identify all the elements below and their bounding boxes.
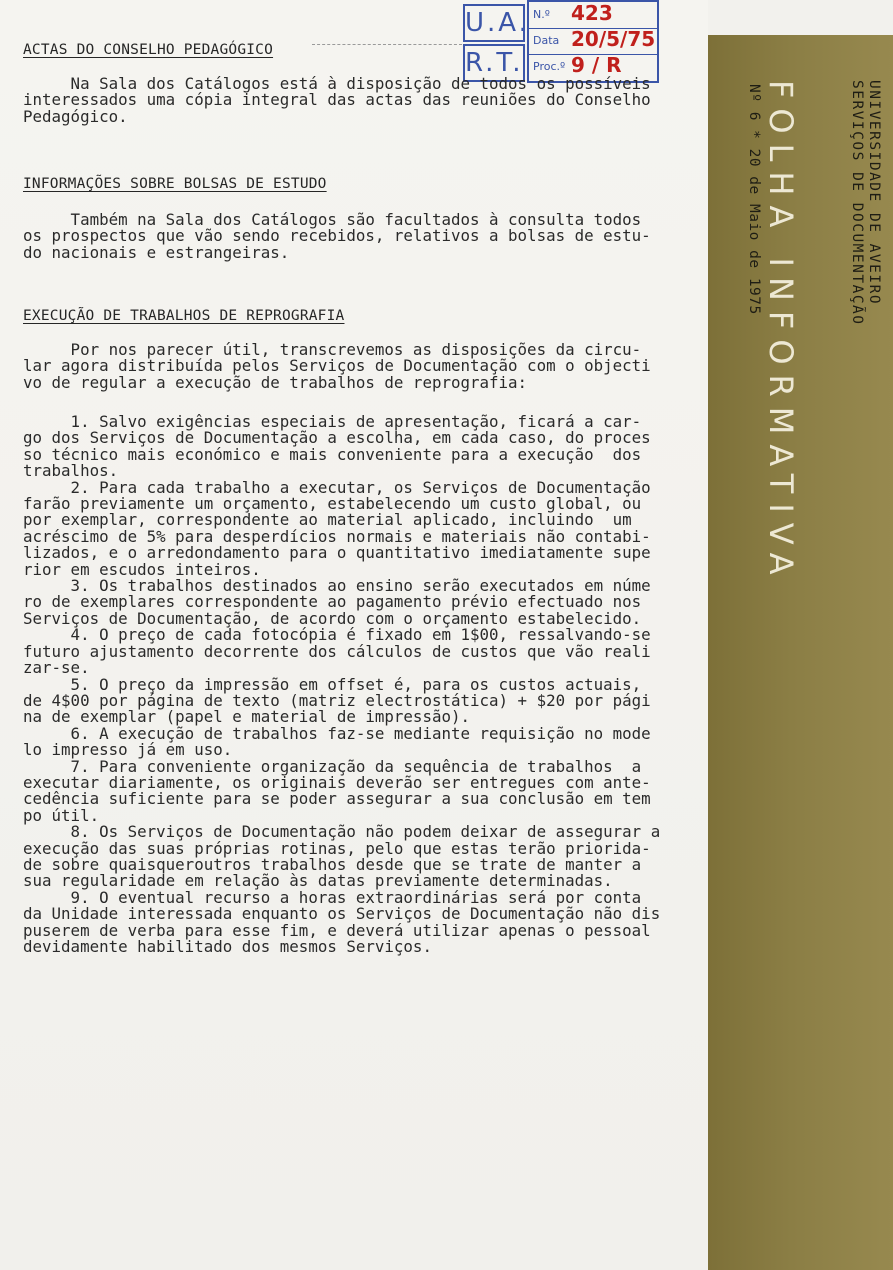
text-line: Também na Sala dos Catálogos são facultados à consulta todos [23, 210, 642, 229]
stamp-label: N.º [533, 8, 550, 21]
list-item: 2. Para cada trabalho a executar, os Serviços de Documentação farão previamente um orçamento, estabelecendo um custo global, ou por exemplar, correspondente ao material aplicado, incluindo um acréscimo de 5% para desperdícios normais e materiais não contabi- lizados, e o arredondamento para o quantitativo imediatamente supe rior em escudos inteiros. [23, 477, 651, 579]
stamp-rt: R.T. [463, 44, 525, 82]
text-line: lar agora distribuída pelos Serviços de Documentação com o objecti [23, 356, 651, 376]
heading-actas: ACTAS DO CONSELHO PEDAGÓGICO [23, 42, 274, 58]
list-item: 8. Os Serviços de Documentação não podem deixar de assegurar a execução das suas próprias rotinas, pelo que estas terão priorida- de sobre quaisqueroutros trabalhos desde que se trate de manter a sua regularidade em relação às datas previamente determinadas. [23, 822, 661, 891]
item-list [23, 414, 683, 955]
list-item: 1. Salvo exigências especiais de apresentação, ficará a car- go dos Serviços de Documentação a escolha, em cada caso, do proces so técnico mais económico e mais conveniente para a execução dos trabalhos. [23, 412, 651, 481]
university-name: UNIVERSIDADE DE AVEIRO [866, 80, 882, 306]
masthead-issue: Nº 6 * 20 de Maio de 1975 [746, 84, 762, 315]
stamp-label: Proc.º [533, 60, 566, 73]
heading-reprografia: EXECUÇÃO DE TRABALHOS DE REPROGRAFIA [23, 308, 345, 324]
strip-top-margin [708, 0, 893, 35]
list-item: 7. Para conveniente organização da sequência de trabalhos a executar diariamente, os originais deverão ser entregues com ante- cedência suficiente para se poder assegurar a sua conclusão em tem po útil. [23, 756, 651, 825]
text-line: os prospectos que vão sendo recebidos, relativos a bolsas de estu- [23, 226, 651, 246]
stamp-label: Data [533, 34, 560, 47]
text-line: do nacionais e estrangeiras. [23, 242, 290, 262]
masthead-university [848, 80, 882, 326]
registry-stamp [463, 0, 659, 81]
text-line: Por nos parecer útil, transcrevemos as disposições da circu- [23, 340, 642, 359]
text-line: Pedagógico. [23, 106, 128, 126]
text-line: vo de regular a execução de trabalhos de reprografia: [23, 372, 528, 392]
paragraph-bolsas [23, 212, 683, 261]
text-line: Na Sala dos Catálogos está à disposição de todos os possíveis [23, 74, 651, 93]
stamp-ua: U.A. [463, 4, 525, 42]
list-item: 3. Os trabalhos destinados ao ensino serão executados em núme ro de exemplares correspondente ao pagamento prévio efectuado nos Serviços de Documentação, de acordo com o orçamento estabelecido. [23, 576, 651, 628]
paragraph-actas [23, 76, 683, 125]
list-item: 6. A execução de trabalhos faz-se mediante requisição no mode lo impresso já em uso. [23, 723, 651, 760]
heading-bolsas: INFORMAÇÕES SOBRE BOLSAS DE ESTUDO [23, 176, 327, 192]
stamp-value: 20/5/75 [571, 27, 656, 51]
stamp-value: 423 [571, 1, 613, 25]
masthead-title: FOLHA INFORMATIVA [762, 80, 800, 585]
list-item: 9. O eventual recurso a horas extraordinárias será por conta da Unidade interessada enquanto os Serviços de Documentação não dis puserem de verba para esse fim, e deverá utilizar apenas o pessoal devidamente habilitado dos mesmos Serviços. [23, 887, 661, 956]
list-item: 4. O preço de cada fotocópia é fixado em 1$00, ressalvando-se futuro ajustamento decorrente dos cálculos de custos que vão reali zar-se. [23, 625, 651, 678]
paragraph-reprografia [23, 342, 683, 391]
list-item: 5. O preço da impressão em offset é, para os custos actuais, de 4$00 por página de texto (matriz electrostática) + $20 por pági na de exemplar (papel e material de impressão). [23, 674, 651, 727]
stamp-fields [527, 0, 659, 83]
stamp-value: 9 / R [571, 53, 622, 77]
stamp-row-date [529, 28, 657, 55]
stamp-row-number [529, 2, 657, 29]
service-name: SERVIÇOS DE DOCUMENTAÇÃO [849, 80, 865, 326]
heading-dash-line [312, 44, 462, 45]
text-line: interessados uma cópia integral das actas das reuniões do Conselho [23, 90, 651, 110]
